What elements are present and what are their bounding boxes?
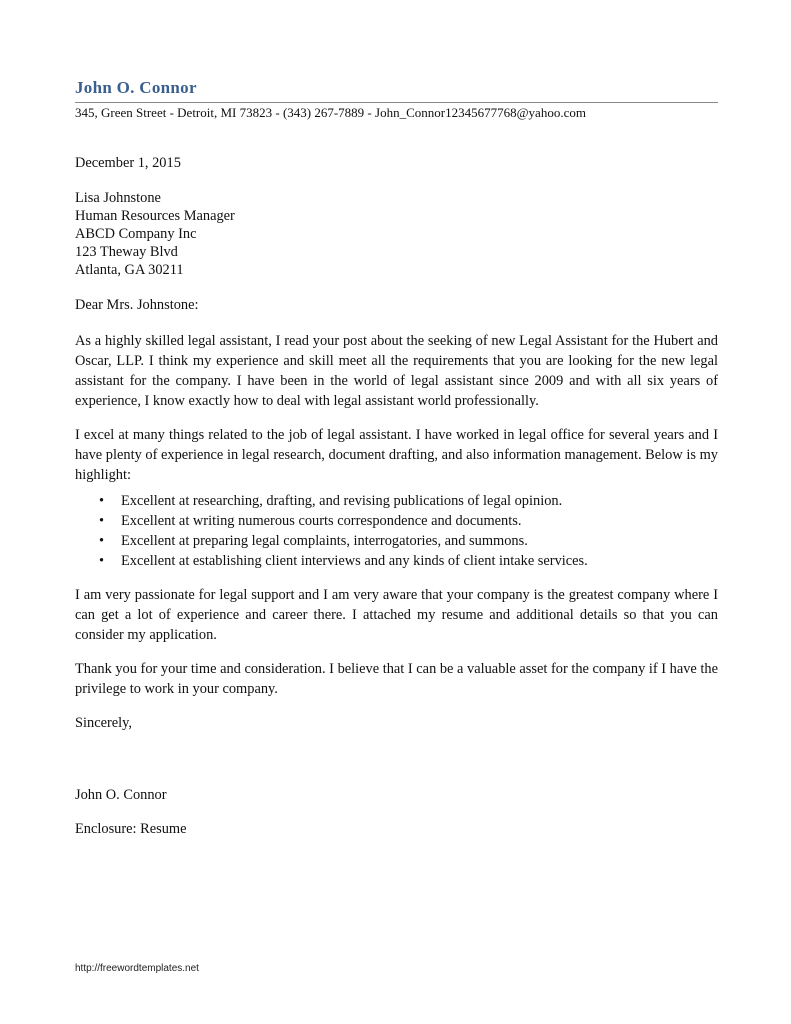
list-item-text: Excellent at writing numerous courts correspondence and documents.: [121, 513, 522, 529]
recipient-city: Atlanta, GA 30211: [75, 262, 184, 278]
list-item-text: Excellent at establishing client interviews and any kinds of client intake services.: [121, 553, 588, 569]
bullet-icon: •: [99, 553, 105, 569]
header-divider: [75, 102, 718, 103]
recipient-title: Human Resources Manager: [75, 208, 235, 224]
footer-url: http://freewordtemplates.net: [75, 963, 199, 974]
list-item-text: Excellent at researching, drafting, and revising publications of legal opinion.: [121, 493, 563, 509]
signature-name: John O. Connor: [75, 787, 167, 803]
paragraph-intro: As a highly skilled legal assistant, I read your post about the seeking of new Legal Assistant for the Hubert and Oscar, LLP. I think my experience and skill meet all the requirements that you are looking for the new legal assistant for the company. I have been in the world of legal assistant since 2009 and with all six years of experience, I know exactly how to deal with legal assistant world professionally.: [75, 333, 718, 409]
list-item: [75, 551, 718, 571]
recipient-address-block: [75, 189, 718, 279]
salutation: Dear Mrs. Johnstone:: [75, 297, 199, 313]
paragraph-motivation: I am very passionate for legal support and I am very aware that your company is the greatest company where I can get a lot of experience and career there. I attached my resume and additional details so that you can consider my application.: [75, 587, 718, 643]
letter-date: December 1, 2015: [75, 155, 181, 171]
sender-name: John O. Connor: [75, 78, 197, 97]
list-item: [75, 511, 718, 531]
list-item-text: Excellent at preparing legal complaints, interrogatories, and summons.: [121, 533, 528, 549]
bullet-icon: •: [99, 513, 105, 529]
paragraph-thanks: Thank you for your time and consideration. I believe that I can be a valuable asset for the company if I have the privilege to work in your company.: [75, 661, 718, 697]
highlights-list: [75, 491, 718, 571]
list-item: [75, 531, 718, 551]
recipient-company: ABCD Company Inc: [75, 226, 197, 242]
bullet-icon: •: [99, 533, 105, 549]
closing: Sincerely,: [75, 715, 133, 731]
letter-body: [75, 153, 718, 839]
recipient-name: Lisa Johnstone: [75, 190, 161, 206]
paragraph-experience: I excel at many things related to the job of legal assistant. I have worked in legal office for several years and I have plenty of experience in legal research, document drafting, and also information management. Below is my highlight:: [75, 427, 718, 483]
bullet-icon: •: [99, 493, 105, 509]
recipient-street: 123 Theway Blvd: [75, 244, 178, 260]
enclosure-note: Enclosure: Resume: [75, 821, 187, 837]
sender-contact-line: 345, Green Street - Detroit, MI 73823 - (343) 267-7889 - John_Connor12345677768@yahoo.com: [75, 105, 586, 120]
list-item: [75, 491, 718, 511]
